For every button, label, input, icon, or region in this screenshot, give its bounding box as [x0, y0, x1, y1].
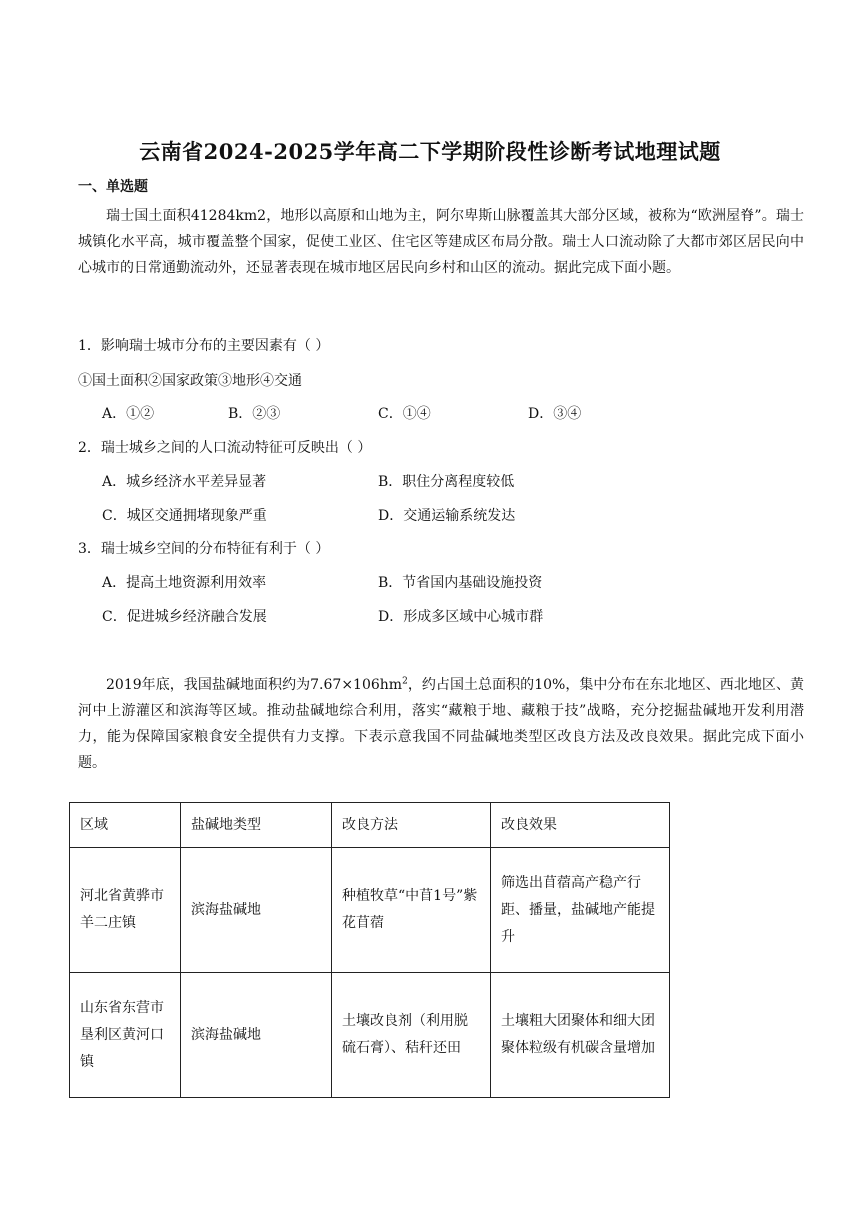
table-cell: 种植牧草“中苜1号”紫花苜蓿: [332, 848, 491, 973]
question-1-statements: ①国土面积②国家政策③地形④交通: [78, 373, 302, 389]
table-cell: 山东省东营市垦利区黄河口镇: [70, 973, 181, 1098]
passage-2-superscript: 2: [402, 676, 408, 687]
question-1-option-a: A．①②: [102, 406, 155, 422]
question-2-stem: 2．瑞士城乡之间的人口流动特征可反映出（ ）: [78, 440, 372, 456]
saline-land-table: [69, 802, 670, 1098]
table-cell: 滨海盐碱地: [181, 973, 332, 1098]
question-3-option-b: B．节省国内基础设施投资: [378, 575, 543, 591]
passage-1: 瑞士国土面积41284km2，地形以高原和山地为主，阿尔卑斯山脉覆盖其大部分区域，被称为“欧洲屋脊”。瑞士城镇化水平高，城市覆盖整个国家，促使工业区、住宅区等建成区布局分散。瑞士人口流动除了大都市郊区居民向中心城市的日常通勤流动外，还显著表现在城市地区居民向乡村和山区的流动。据此完成下面小题。: [78, 208, 804, 276]
passage-2: [78, 672, 804, 776]
question-2-option-d: D．交通运输系统发达: [378, 508, 516, 524]
table-cell: 土壤粗大团聚体和细大团聚体粒级有机碳含量增加: [491, 973, 670, 1098]
question-1-stem: 1．影响瑞士城市分布的主要因素有（ ）: [78, 338, 330, 354]
table-row: [70, 973, 670, 1098]
table-cell: 筛选出苜蓿高产稳产行距、播量，盐碱地产能提升: [491, 848, 670, 973]
section-heading: 一、单选题: [78, 179, 148, 195]
question-1-option-d: D．③④: [528, 406, 582, 422]
table-row: [70, 848, 670, 973]
question-2-option-b: B．职住分离程度较低: [378, 474, 515, 490]
page-title: 云南省2024-2025学年高二下学期阶段性诊断考试地理试题: [139, 139, 721, 164]
question-3-option-c: C．促进城乡经济融合发展: [102, 609, 267, 625]
table-header-cell: 盐碱地类型: [181, 803, 332, 848]
question-3-option-d: D．形成多区域中心城市群: [378, 609, 544, 625]
passage-2-text-a: 2019年底，我国盐碱地面积约为7.67×106hm: [106, 677, 403, 693]
table-header-cell: 改良效果: [491, 803, 670, 848]
table-header-cell: 改良方法: [332, 803, 491, 848]
question-1-option-c: C．①④: [378, 406, 431, 422]
question-1-option-b: B．②③: [228, 406, 281, 422]
question-2-option-a: A．城乡经济水平差异显著: [102, 474, 267, 490]
table-header-cell: 区域: [70, 803, 181, 848]
table-cell: 滨海盐碱地: [181, 848, 332, 973]
question-3-stem: 3．瑞士城乡空间的分布特征有利于（ ）: [78, 541, 330, 557]
passage-2-text-b: ，约占国土总面积的10%，集中分布在东北地区、西北地区、黄河中上游灌区和滨海等区域。推动盐碱地综合利用，落实“藏粮于地、藏粮于技”战略，充分挖掘盐碱地开发利用潜力，能为保障国家粮食安全提供有力支撑。下表示意我国不同盐碱地类型区改良方法及改良效果。据此完成下面小题。: [78, 677, 804, 771]
table-header-row: [70, 803, 670, 848]
table-cell: 土壤改良剂（利用脱硫石膏）、秸秆还田: [332, 973, 491, 1098]
question-2-option-c: C．城区交通拥堵现象严重: [102, 508, 267, 524]
table-cell: 河北省黄骅市羊二庄镇: [70, 848, 181, 973]
question-3-option-a: A．提高土地资源利用效率: [102, 575, 267, 591]
